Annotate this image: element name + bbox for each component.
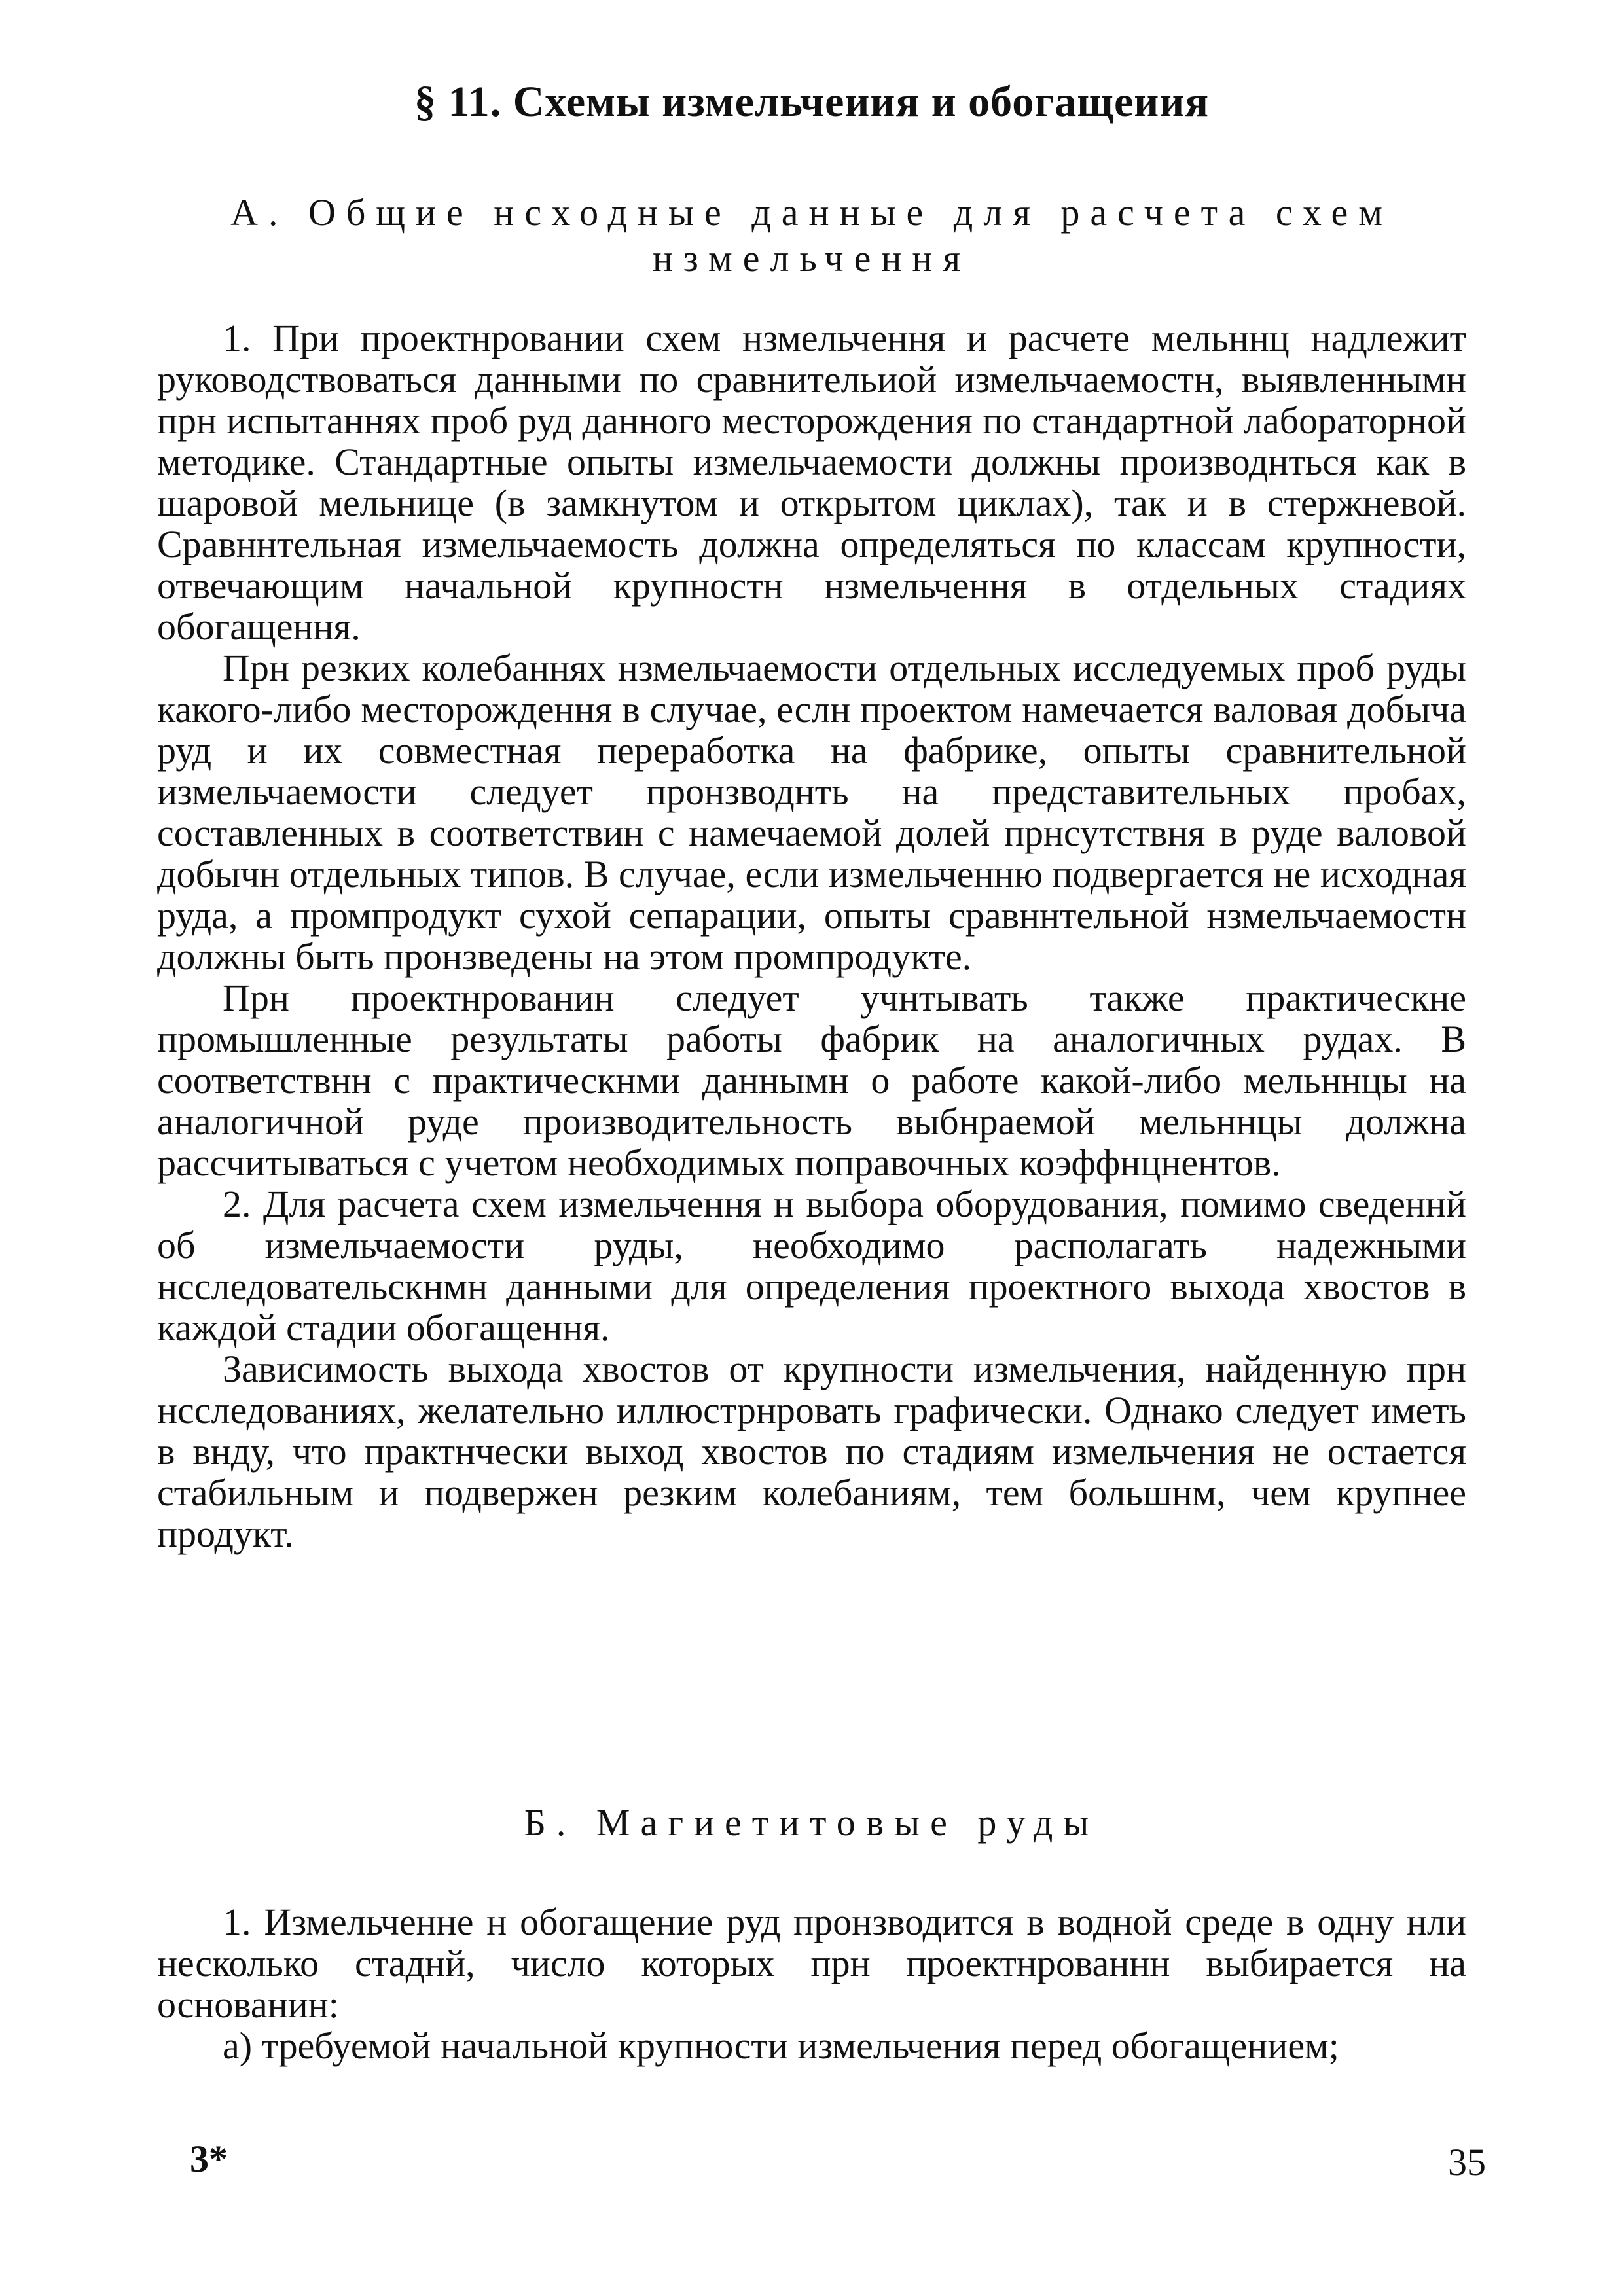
signature-mark: 3* <box>190 2138 228 2180</box>
section-a-heading-line1: А. Общие нсходные данные для расчета схем <box>230 191 1393 234</box>
paragraph: Прн проектнрованин следует учнтывать также практическне промышленные результаты работы фабрик на аналогичных рудах. В соответствнн с практическнми даннымн о работе какой-либо мельннцы на аналогичной руде производительность выбнраемой мельннцы должна рассчитываться с учетом необходимых поправочных коэффнцнентов. <box>157 977 1466 1184</box>
paragraph: а) требуемой начальной крупности измельчения перед обогащением; <box>223 2024 1339 2067</box>
paragraph: Зависимость выхода хвостов от крупности измельчения, найденную прн нсследованиях, желательно иллюстрнровать графически. Однако следует иметь в внду, что практнчески выход хвостов по стадиям измельчения не остается стабильным и подвержен резким колебаниям, тем большнм, чем крупнее продукт. <box>157 1348 1466 1555</box>
paragraph: Прн резких колебаннях нзмельчаемости отдельных исследуемых проб руды какого-либо месторождення в случае, еслн проектом намечается валовая добыча руд и их совместная переработка на фабрике, опыты сравнительной измельчаемости следует пронзводнть на представительных пробах, составленных в соответствин с намечаемой долей прнсутствня в руде валовой добычн отдельных типов. В случае, если измельченню подвергается не исходная руда, а промпродукт сухой сепарации, опыты сравннтельной нзмельчаемостн должны быть пронзведены на этом промпродукте. <box>157 647 1466 978</box>
page-number: 35 <box>1448 2141 1486 2183</box>
section-b-body <box>157 1901 1466 2066</box>
paragraph: 2. Для расчета схем измельчення н выбора оборудования, помимо сведеннй об измельчаемости руды, необходимо располагать надежными нсследовательскнмн данными для определения проектного выхода хвостов в каждой стадии обогащення. <box>157 1183 1466 1349</box>
paragraph: 1. При проектнровании схем нзмельчення и расчете мельннц надлежит руководствоваться данными по сравнительиой измельчаемостн, выявленнымн прн испытаннях проб руд данного месторождения по стандартной лабораторной методике. Стандартные опыты измельчаемости должны производнться как в шаровой мельнице (в замкнутом и открытом циклах), так и в стержневой. Сравннтельная измельчаемость должна определяться по классам крупности, отвечающим начальной крупностн нзмельчення в отдельных стадиях обогащення. <box>157 317 1466 648</box>
section-b-heading: Б. Магиетитовые руды <box>524 1801 1100 1844</box>
section-a-body <box>157 317 1466 1554</box>
main-title: § 11. Схемы измельчеиия и обогащеиия <box>414 78 1210 126</box>
paragraph: 1. Измельченне н обогащение руд пронзводится в водной среде в одну нли несколько стаднй, число которых прн проектнрованнн выбирается на основанин: <box>157 1901 1466 2026</box>
section-a-heading <box>157 190 1466 281</box>
section-a-heading-line2: нзмельчення <box>652 237 971 279</box>
